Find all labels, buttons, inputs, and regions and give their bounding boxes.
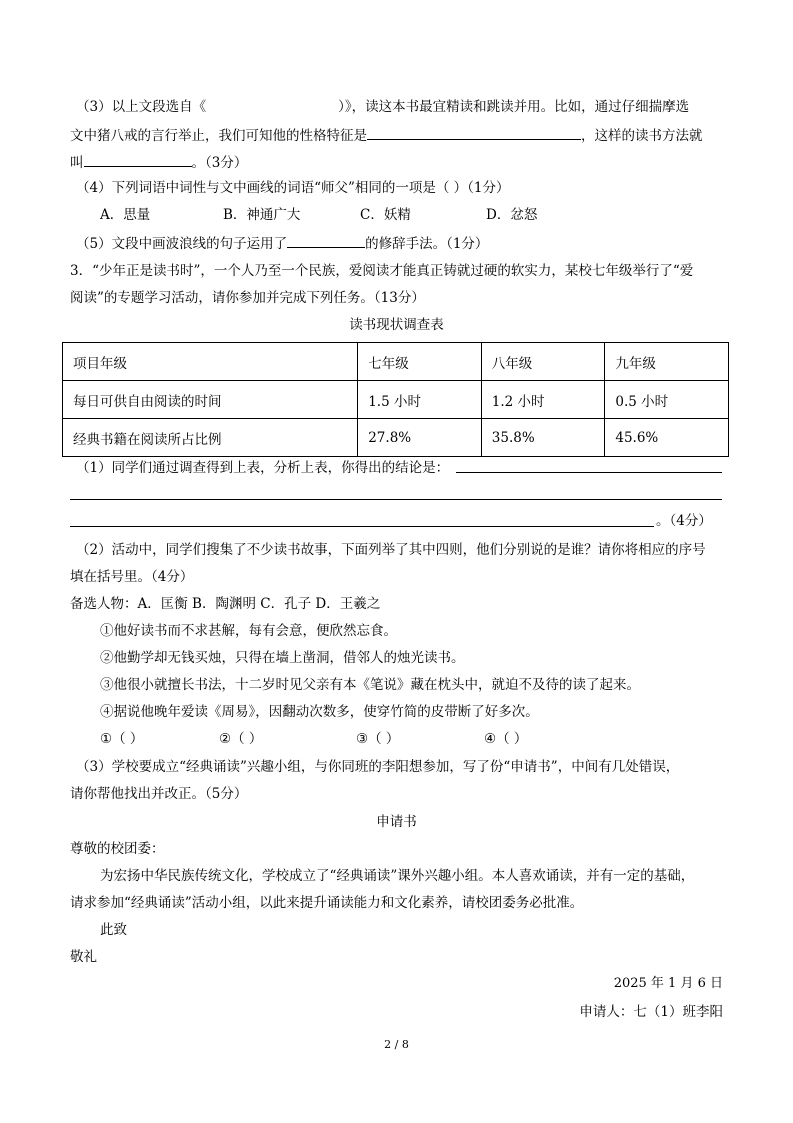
q4-option-c[interactable]: C．妖精 bbox=[360, 207, 411, 223]
story-item: ④据说他晚年爱读《周易》，因翻动次数多，使穿竹简的皮带断了好多次。 bbox=[100, 704, 539, 720]
conclusion-blank-1[interactable] bbox=[456, 472, 722, 473]
trait-blank[interactable] bbox=[367, 125, 581, 140]
page-number: 2 / 8 bbox=[384, 1038, 409, 1051]
table-cell: 经典书籍在阅读所占比例 bbox=[63, 419, 358, 457]
task3-line1: （3）学校要成立“经典诵读”兴趣小组，与你同班的李阳想参加，写了份“申请书”，中间有几处错误， bbox=[76, 759, 680, 775]
table-cell: 27.8% bbox=[358, 419, 482, 457]
table-cell: 0.5 小时 bbox=[605, 381, 729, 419]
q4-option-d[interactable]: D．忿怒 bbox=[486, 207, 538, 223]
q5-text-a: （5）文段中画波浪线的句子运用了 bbox=[76, 236, 288, 252]
q3-text-a: （3）以上文段选自《 bbox=[76, 99, 207, 115]
table-header-cell: 七年级 bbox=[358, 343, 482, 381]
table-row bbox=[63, 381, 729, 419]
q5-text-b: 的修辞手法。（1分） bbox=[365, 236, 489, 252]
story-item: ①他好读书而不求甚解，每有会意，便欣然忘食。 bbox=[100, 623, 397, 639]
book-title-blank[interactable] bbox=[206, 97, 338, 111]
q4-stem: （4）下列词语中词性与文中画线的词语“师父”相同的一项是（ ）（1分） bbox=[76, 180, 510, 196]
method-blank[interactable] bbox=[84, 152, 192, 167]
letter-closing1: 此致 bbox=[100, 922, 127, 938]
answer-slot-3[interactable]: ③（ ） bbox=[356, 731, 400, 747]
q3-text-e: 叫 bbox=[70, 155, 84, 171]
answer-slot-4[interactable]: ④（ ） bbox=[484, 731, 528, 747]
letter-salutation: 尊敬的校团委： bbox=[70, 841, 165, 857]
answer-slot-1[interactable]: ①（ ） bbox=[100, 731, 144, 747]
table-header-row bbox=[63, 343, 729, 381]
answer-slot-2[interactable]: ②（ ） bbox=[219, 731, 263, 747]
table-row bbox=[63, 419, 729, 457]
rhetoric-blank[interactable] bbox=[287, 233, 365, 248]
table-cell: 35.8% bbox=[481, 419, 605, 457]
q4-option-a[interactable]: A．思量 bbox=[100, 207, 151, 223]
task1-stem: （1）同学们通过调查得到上表，分析上表，你得出的结论是： bbox=[76, 460, 450, 476]
q3-line3 bbox=[70, 152, 247, 172]
story-item: ③他很小就擅长书法，十二岁时见父亲有本《笔说》藏在枕头中，就迫不及待的读了起来。 bbox=[100, 677, 640, 693]
section3-line1: 3．“少年正是读书时”，一个人乃至一个民族，爱阅读才能真正铸就过硬的软实力，某校七年级举行了“爱 bbox=[70, 263, 694, 279]
q3-text-c: 文中猪八戒的言行举止，我们可知他的性格特征是 bbox=[70, 128, 367, 144]
q5-line bbox=[76, 233, 488, 253]
task1-score: 。（4分） bbox=[656, 513, 712, 529]
letter-title: 申请书 bbox=[376, 814, 417, 830]
table-cell: 1.2 小时 bbox=[481, 381, 605, 419]
table-header-cell: 八年级 bbox=[481, 343, 605, 381]
q3-text-b: ）》，读这本书最宜精读和跳读并用。比如，通过仔细揣摩选 bbox=[338, 99, 690, 115]
letter-signature: 申请人：七（1）班李阳 bbox=[579, 1004, 723, 1020]
candidate-list: 备选人物：A．匡衡 B．陶渊明 C．孔子 D．王羲之 bbox=[70, 596, 381, 612]
q3-line2 bbox=[70, 125, 703, 145]
table-cell: 45.6% bbox=[605, 419, 729, 457]
letter-date: 2025 年 1 月 6 日 bbox=[613, 976, 723, 991]
conclusion-blank-2[interactable] bbox=[70, 499, 722, 500]
letter-body-line2: 请求参加“经典诵读”活动小组，以此来提升诵读能力和文化素养，请校团委务必批准。 bbox=[70, 895, 584, 911]
table-cell: 每日可供自由阅读的时间 bbox=[63, 381, 358, 419]
table-header-cell: 九年级 bbox=[605, 343, 729, 381]
q3-text-f: 。（3分） bbox=[191, 155, 248, 171]
conclusion-blank-3[interactable] bbox=[70, 526, 654, 527]
table-title: 读书现状调查表 bbox=[349, 317, 444, 333]
q4-option-b[interactable]: B．神通广大 bbox=[223, 207, 301, 223]
story-item: ②他勤学却无钱买烛，只得在墙上凿洞，借邻人的烛光读书。 bbox=[100, 650, 465, 666]
letter-closing2: 敬礼 bbox=[70, 949, 97, 965]
table-header-cell: 项目年级 bbox=[63, 343, 358, 381]
task3-line2: 请你帮他找出并改正。（5分） bbox=[70, 786, 248, 802]
letter-body-line1: 为宏扬中华民族传统文化，学校成立了“经典诵读”课外兴趣小组。本人喜欢诵读，并有一定的基础， bbox=[100, 868, 695, 884]
survey-table bbox=[62, 342, 729, 457]
task2-line2: 填在括号里。（4分） bbox=[70, 569, 194, 585]
q3-text-d: ，这样的读书方法就 bbox=[581, 128, 703, 144]
task2-line1: （2）活动中，同学们搜集了不少读书故事，下面列举了其中四则，他们分别说的是谁？请你将相应的序号 bbox=[76, 542, 706, 558]
q3-line1 bbox=[76, 97, 689, 116]
table-cell: 1.5 小时 bbox=[358, 381, 482, 419]
section3-line2: 阅读”的专题学习活动，请你参加并完成下列任务。（13分） bbox=[70, 290, 425, 306]
